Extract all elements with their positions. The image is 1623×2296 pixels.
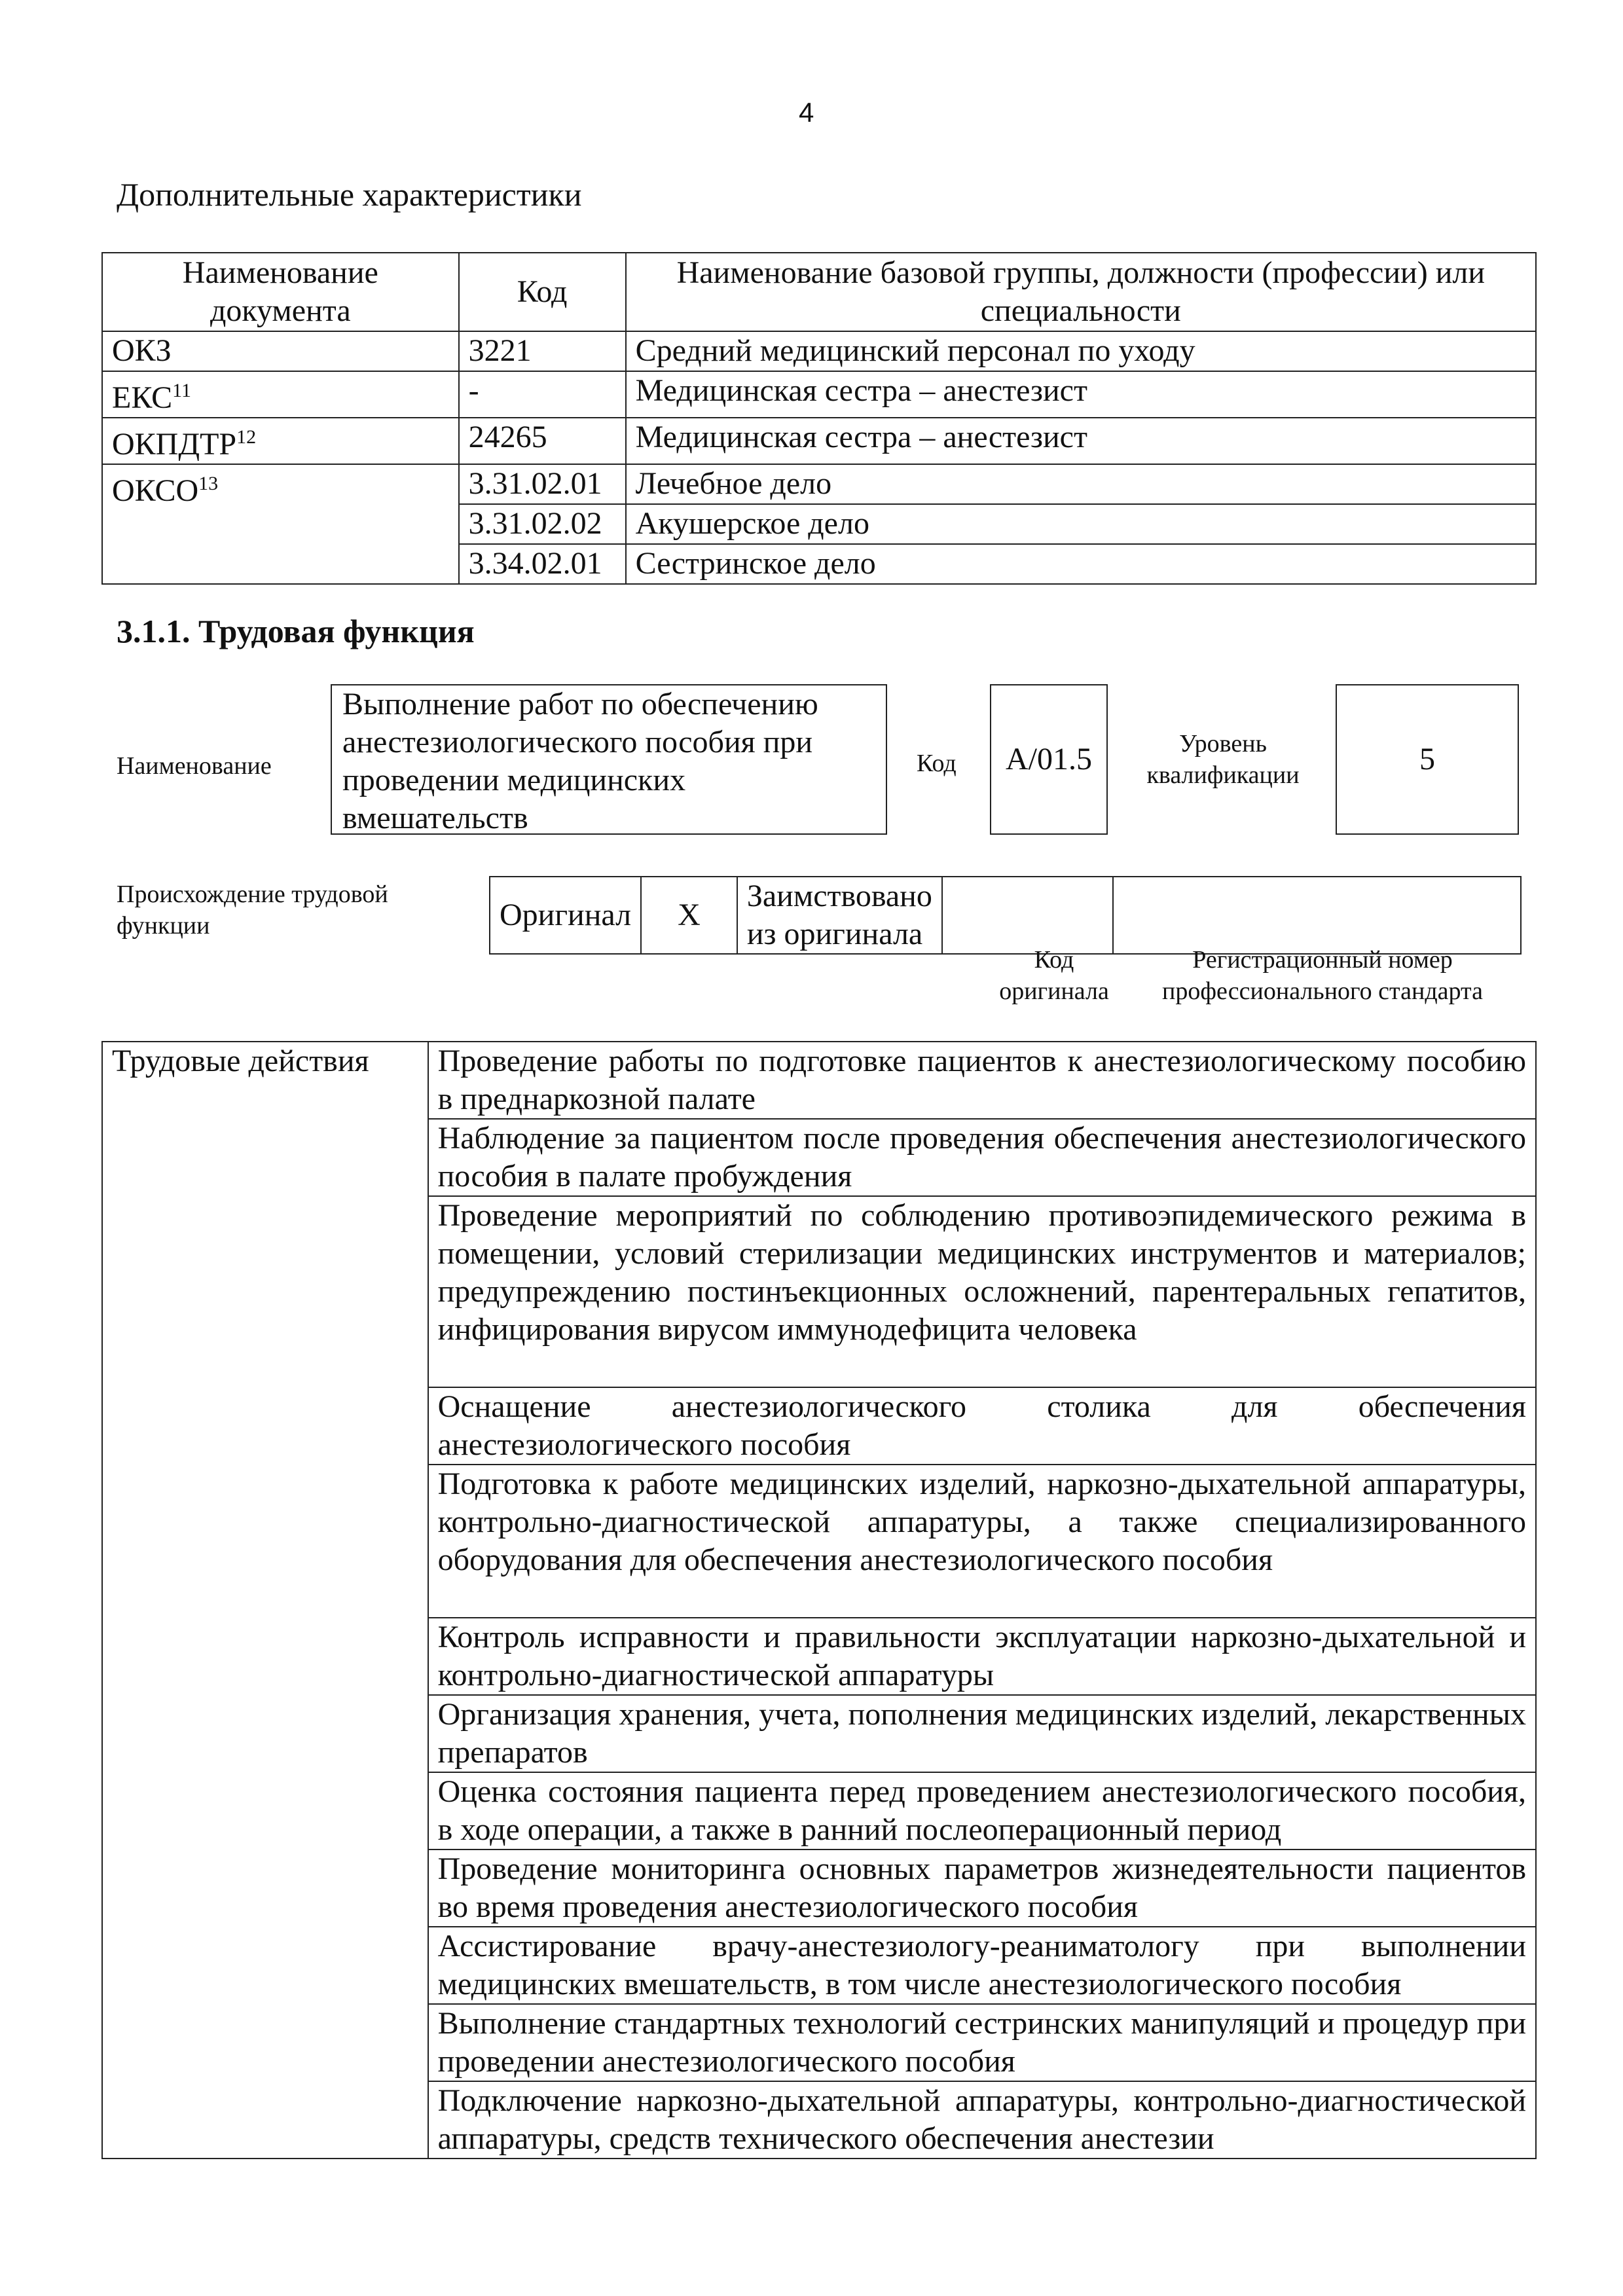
code-cell: 24265 — [459, 418, 626, 464]
action-item: Выполнение стандартных технологий сестринских манипуляций и процедур при проведении анестезиологического пособия — [428, 2004, 1536, 2081]
doc-cell: ОКЗ — [102, 331, 459, 371]
doc-cell: ОКСО$^{13}$ — [102, 464, 459, 584]
action-item: Оценка состояния пациента перед проведением анестезиологического пособия, в ходе операции, а также в ранний послеоперационный период — [428, 1772, 1536, 1850]
original-cell: Оригинал — [490, 877, 641, 954]
doc-cell: ОКПДТР$^{12}$ — [102, 418, 459, 464]
table-row — [102, 1042, 1536, 1119]
function-name-box: Выполнение работ по обеспечению анестезиологического пособия при проведении медицинских вмешательств — [331, 684, 887, 835]
header-group-name: Наименование базовой группы, должности (профессии) или специальности — [626, 253, 1536, 331]
action-item: Подготовка к работе медицинских изделий, наркозно-дыхательной аппаратуры, контрольно-диагностической аппаратуры, а также специализированного оборудования для обеспечения анестезиологического пособия — [428, 1465, 1536, 1618]
characteristics-table — [101, 252, 1537, 585]
qualification-level-box: 5 — [1336, 684, 1519, 835]
code-cell: - — [459, 371, 626, 418]
actions-label: Трудовые действия — [102, 1042, 428, 2159]
code-cell: 3.34.02.01 — [459, 544, 626, 584]
table-row — [102, 331, 1536, 371]
name-cell: Лечебное дело — [626, 464, 1536, 504]
table-row — [102, 418, 1536, 464]
borrowed-cell: Заимствовано из оригинала — [737, 877, 942, 954]
action-item: Организация хранения, учета, пополнения медицинских изделий, лекарственных препаратов — [428, 1695, 1536, 1772]
action-item: Оснащение анестезиологического столика для обеспечения анестезиологического пособия — [428, 1387, 1536, 1465]
table-row — [102, 464, 1536, 504]
action-item: Проведение работы по подготовке пациентов к анестезиологическому пособию в преднаркозной палате — [428, 1042, 1536, 1119]
registration-caption: Регистрационный номер профессионального стандарта — [1162, 946, 1483, 1005]
table-row — [102, 371, 1536, 418]
footnote-ref: 13 — [198, 473, 219, 494]
doc-cell: ЕКС$^{11}$ — [102, 371, 459, 418]
section-title: 3.1.1. Трудовая функция — [117, 613, 475, 649]
footnote-ref: 12 — [236, 426, 257, 448]
extra-characteristics-title: Дополнительные характеристики — [117, 176, 582, 213]
registration-number-cell — [1113, 877, 1521, 954]
name-cell: Медицинская сестра – анестезист — [626, 371, 1536, 418]
action-item: Проведение мероприятий по соблюдению противоэпидемического режима в помещении, условий стерилизации медицинских инструментов и материалов; предупреждению постинъекционных осложнений, парентеральных гепатитов, инфицирования вирусом иммунодефицита человека — [428, 1196, 1536, 1387]
code-cell: 3221 — [459, 331, 626, 371]
action-item: Контроль исправности и правильности эксплуатации наркозно-дыхательной и контрольно-диагностической аппаратуры — [428, 1618, 1536, 1695]
footnote-ref: 11 — [172, 380, 192, 401]
code-cell: 3.31.02.01 — [459, 464, 626, 504]
name-cell: Средний медицинский персонал по уходу — [626, 331, 1536, 371]
header-code: Код — [459, 253, 626, 331]
code-caption: Код оригинала — [999, 946, 1109, 1005]
name-cell: Медицинская сестра – анестезист — [626, 418, 1536, 464]
page-number: 4 — [799, 97, 814, 128]
action-item: Ассистирование врачу-анестезиологу-реаниматологу при выполнении медицинских вмешательств, в том числе анестезиологического пособия — [428, 1927, 1536, 2004]
qualification-level-label: Уровень квалификации — [1146, 730, 1300, 789]
code-cell: 3.31.02.02 — [459, 504, 626, 544]
name-cell: Акушерское дело — [626, 504, 1536, 544]
original-code-cell — [942, 877, 1113, 954]
origin-table — [489, 876, 1522, 955]
name-label: Наименование — [117, 752, 272, 780]
function-code-box: A/01.5 — [990, 684, 1108, 835]
action-item: Подключение наркозно-дыхательной аппаратуры, контрольно-диагностической аппаратуры, средств технического обеспечения анестезии — [428, 2081, 1536, 2159]
action-item: Наблюдение за пациентом после проведения обеспечения анестезиологического пособия в палате пробуждения — [428, 1119, 1536, 1196]
header-document: Наименование документа — [102, 253, 459, 331]
origin-label: Происхождение трудовой функции — [117, 881, 388, 939]
code-label: Код — [917, 750, 957, 777]
name-cell: Сестринское дело — [626, 544, 1536, 584]
original-mark: X — [641, 877, 737, 954]
labor-actions-table — [101, 1041, 1537, 2159]
action-item: Проведение мониторинга основных параметров жизнедеятельности пациентов во время проведения анестезиологического пособия — [428, 1850, 1536, 1927]
